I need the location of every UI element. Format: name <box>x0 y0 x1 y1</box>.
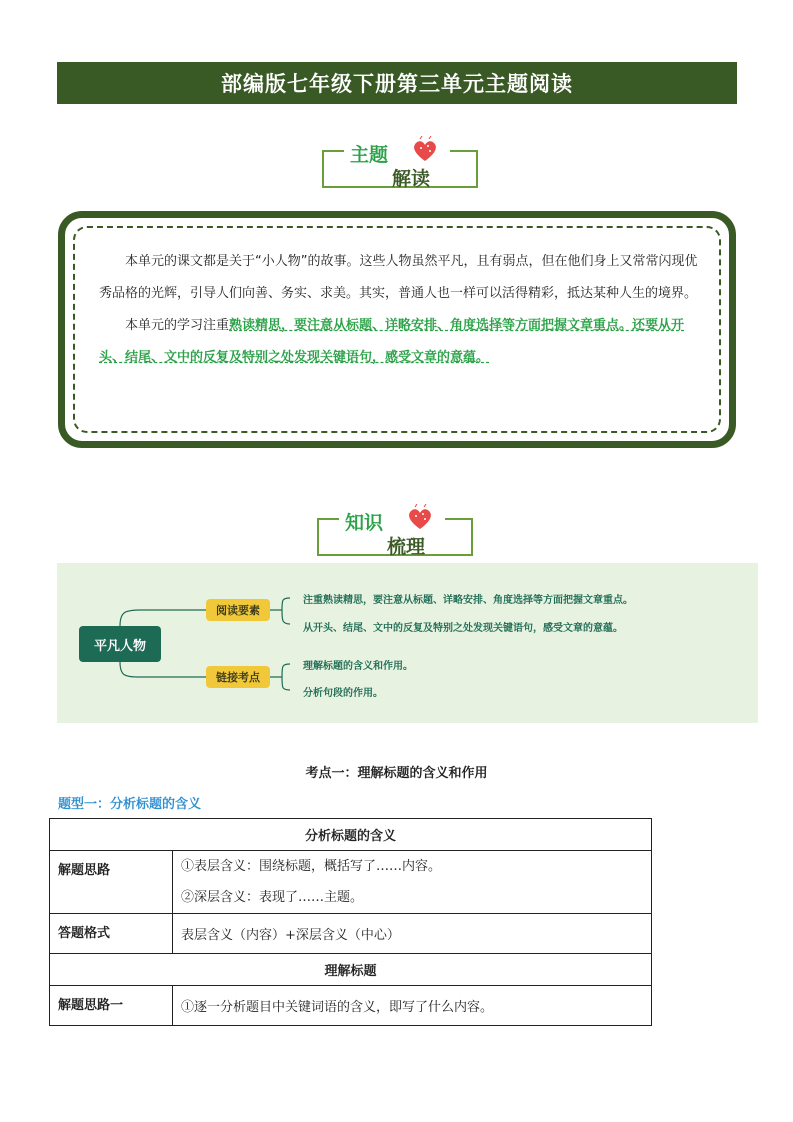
mindmap-root: 平凡人物 <box>79 626 161 662</box>
table-row <box>50 954 652 986</box>
table-label: 解题思路一 <box>50 986 173 1026</box>
table-header: 分析标题的含义 <box>50 819 652 851</box>
table-row <box>50 986 652 1026</box>
table-row <box>50 819 652 851</box>
badge-text-2: 解读 <box>392 168 431 190</box>
page-title: 部编版七年级下册第三单元主题阅读 <box>57 62 737 104</box>
table-cell: 表层含义（内容）+深层含义（中心） <box>173 914 652 954</box>
question-type-heading: 题型一：分析标题的含义 <box>58 797 202 812</box>
mindmap-leaf: 分析句段的作用。 <box>303 688 383 699</box>
mindmap-leaf: 从开头、结尾、文中的反复及特别之处发现关键语句，感受文章的意蕴。 <box>303 623 623 634</box>
mindmap-branch-exam: 链接考点 <box>206 666 270 688</box>
mindmap-leaf: 注重熟读精思，要注意从标题、详略安排、角度选择等方面把握文章重点。 <box>303 595 633 606</box>
table-label: 答题格式 <box>50 914 173 954</box>
table-cell-line: ②深层含义：表现了……主题。 <box>181 890 364 905</box>
exam-point-heading: 考点一：理解标题的含义和作用 <box>305 766 488 781</box>
table-row <box>50 914 652 954</box>
method-table <box>49 818 652 1026</box>
table-cell <box>173 851 652 914</box>
theme-highlight: 熟读精思，要注意从标题、详略安排、角度选择等方面把握文章重点。还要从开头、结尾、文中的反复及特别之处发现关键语句，感受文章的意蕴。 <box>99 318 685 365</box>
theme-paragraph-1: 本单元的课文都是关于“小人物”的故事。这些人物虽然平凡，且有弱点，但在他们身上又常常闪现优秀品格的光辉，引导人们向善、务实、求美。其实，普通人也一样可以活得精彩，抵达某种人生的境界。 <box>99 254 698 301</box>
table-label: 解题思路 <box>50 851 173 914</box>
badge-text-1: 主题 <box>348 140 390 167</box>
theme-paragraph-2-prefix: 本单元的学习注重 <box>125 318 230 333</box>
mindmap-branch-reading: 阅读要素 <box>206 599 270 621</box>
table-header: 理解标题 <box>50 954 652 986</box>
table-cell: ①逐一分析题目中关键词语的含义，即写了什么内容。 <box>173 986 652 1026</box>
badge-text-1: 知识 <box>343 508 385 535</box>
mindmap-leaf: 理解标题的含义和作用。 <box>303 661 413 672</box>
badge-text-2: 梳理 <box>387 536 426 558</box>
table-row <box>50 851 652 914</box>
table-cell-line: ①表层含义：围绕标题，概括写了……内容。 <box>181 859 442 874</box>
